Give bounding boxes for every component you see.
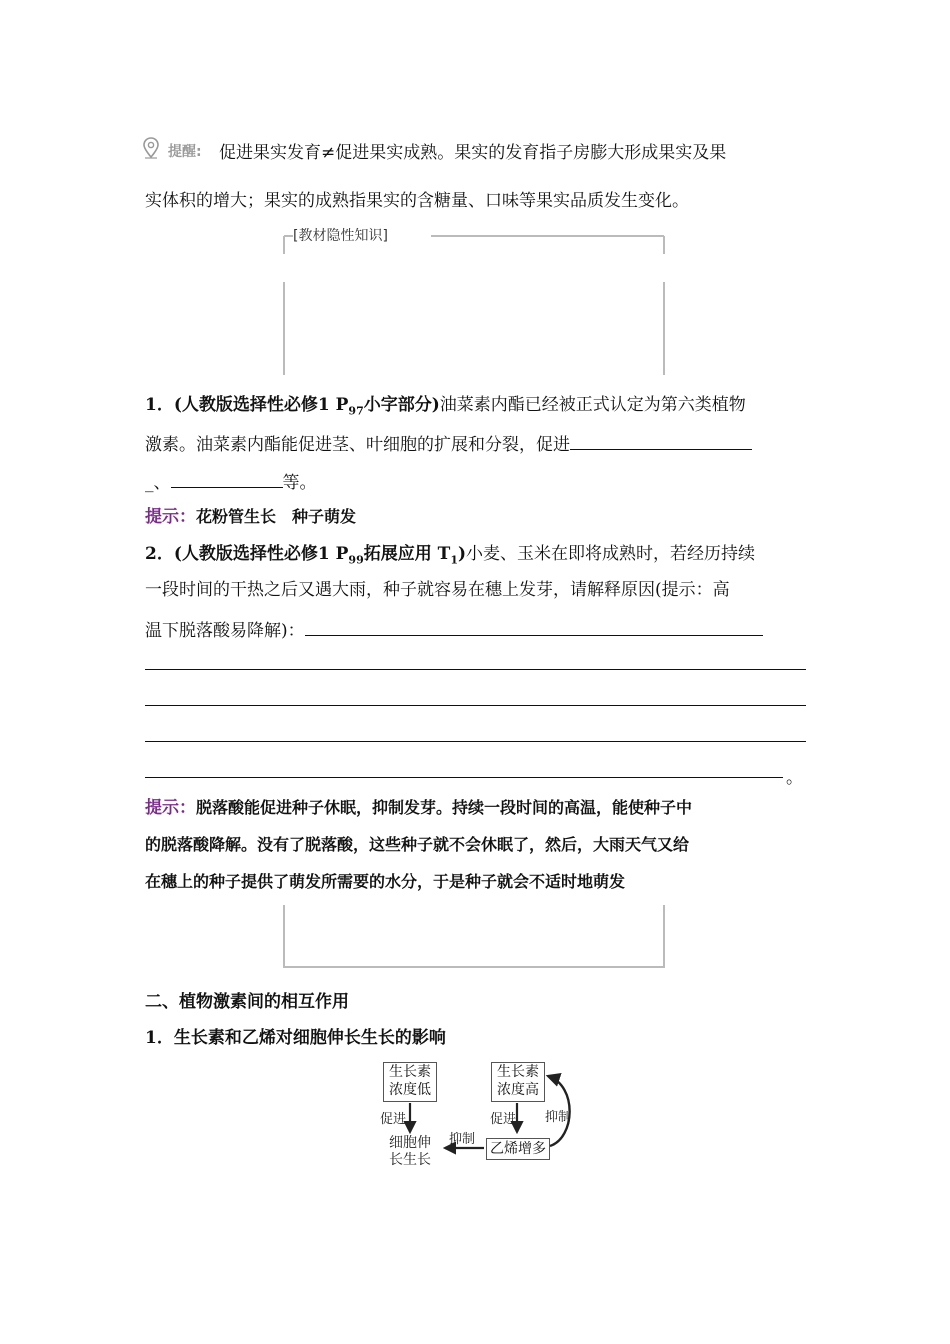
box-auxin-low: 生长素 浓度低: [383, 1062, 437, 1102]
q2-blank-1[interactable]: [305, 617, 763, 636]
answer-rule-4[interactable]: [145, 777, 783, 778]
frame-left-side: [283, 282, 285, 375]
reminder-label: 提醒:: [168, 144, 202, 160]
box-ethylene: 乙烯增多: [486, 1138, 550, 1160]
q2-hint-line-3: 在穗上的种子提供了萌发所需要的水分，于是种子就会不适时地萌发: [145, 872, 626, 891]
auxin-ethylene-diagram: [370, 1058, 590, 1170]
q2-text-1: 小麦、玉米在即将成熟时，若经历持续: [466, 544, 756, 564]
box-auxin-high: 生长素 浓度高: [491, 1062, 545, 1102]
q2-source: (人教版选择性必修1 $P_{99}$拓展应用 $T_1$): [173, 544, 467, 567]
q1-line-2: 激素。油菜素内酯能促进茎、叶细胞的扩展和分裂，促进: [145, 431, 752, 456]
label-inhibit-curve: 抑制: [545, 1110, 572, 1125]
q2-hint-line-2: 的脱落酸降解。没有了脱落酸，这些种子就不会休眠了，然后，大雨天气又给: [145, 835, 690, 854]
q2-hint-line-1: 提示：脱落酸能促进种子休眠，抑制发芽。持续一段时间的高温，能使种子中: [145, 798, 693, 818]
answer-rule-3[interactable]: [145, 741, 806, 742]
hidden-knowledge-title: [教材隐性知识]: [293, 228, 388, 244]
section2-sub1: 1．生长素和乙烯对细胞伸长生长的影响: [145, 1028, 446, 1048]
reminder-line-1: 促进果实发育≠促进果实成熟。果实的发育指子房膨大形成果实及果: [219, 143, 727, 163]
q2-number: 2．: [145, 544, 174, 564]
frame-bottom-bracket: [283, 905, 665, 968]
q2-line-3: 温下脱落酸易降解)：: [145, 617, 763, 642]
q1-blank-2[interactable]: [171, 469, 283, 488]
reminder-line-2: 实体积的增大；果实的成熟指果实的含糖量、口味等果实品质发生变化。: [145, 191, 689, 211]
q2-line-2: 一段时间的干热之后又遇大雨，种子就容易在穗上发芽，请解释原因(提示：高: [145, 580, 730, 600]
q2-line-1: [145, 543, 755, 571]
q1-number: 1．: [145, 395, 174, 415]
label-promote-right: 促进: [490, 1112, 517, 1127]
location-pin-icon: [143, 137, 159, 163]
q2-end-mark: 。: [786, 768, 803, 788]
frame-right-side: [663, 282, 665, 375]
q1-hint: 提示：花粉管生长 种子萌发: [145, 507, 357, 527]
label-promote-left: 促进: [380, 1112, 407, 1127]
q1-blank-1[interactable]: [570, 431, 752, 450]
q1-line-1: [145, 394, 746, 422]
answer-rule-1[interactable]: [145, 669, 806, 670]
label-cell-growth: 细胞伸 长生长: [389, 1135, 431, 1168]
label-inhibit-bottom: 抑制: [449, 1132, 476, 1147]
q1-text-1: 油菜素内酯已经被正式认定为第六类植物: [439, 395, 746, 415]
hidden-knowledge-title-text: 教材隐性知识: [298, 228, 383, 244]
answer-rule-2[interactable]: [145, 705, 806, 706]
q1-line-3: _、 等。: [145, 469, 317, 494]
section2-heading: 二、植物激素间的相互作用: [145, 992, 349, 1012]
q1-source: (人教版选择性必修1 $P_{97}$小字部分): [173, 395, 440, 418]
